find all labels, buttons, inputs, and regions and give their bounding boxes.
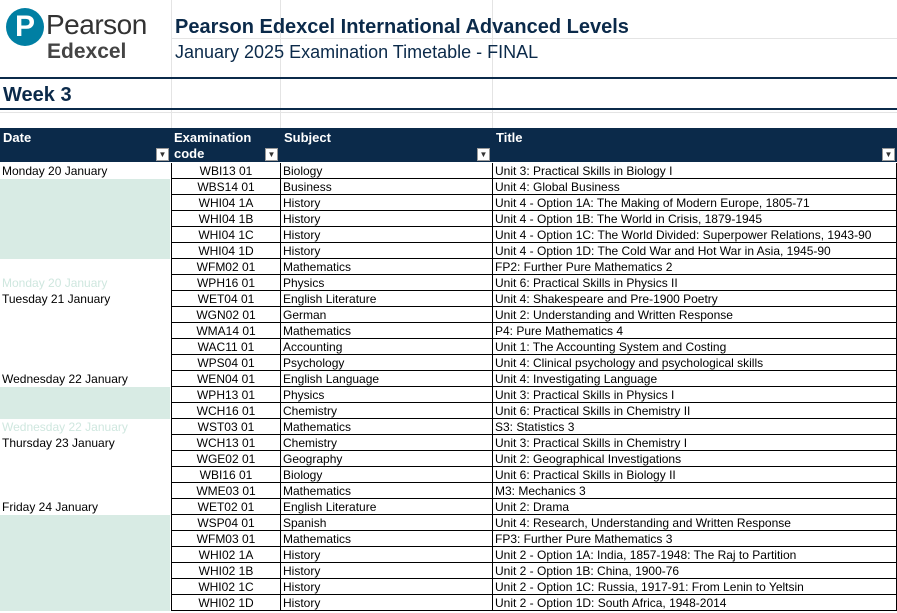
- exam-code-cell[interactable]: WAC11 01: [171, 339, 281, 355]
- divider: [0, 77, 897, 79]
- pearson-edexcel-logo: [6, 6, 166, 66]
- subject-cell[interactable]: Mathematics: [281, 531, 493, 547]
- title-cell[interactable]: FP3: Further Pure Mathematics 3: [493, 531, 897, 547]
- title-cell[interactable]: Unit 3: Practical Skills in Biology I: [493, 163, 897, 179]
- title-cell[interactable]: Unit 4 - Option 1A: The Making of Modern Europe, 1805-71: [493, 195, 897, 211]
- subject-cell[interactable]: Mathematics: [281, 323, 493, 339]
- title-cell[interactable]: Unit 4: Investigating Language: [493, 371, 897, 387]
- exam-code-cell[interactable]: WHI02 1C: [171, 579, 281, 595]
- subject-cell[interactable]: Chemistry: [281, 403, 493, 419]
- exam-code-cell[interactable]: WMA14 01: [171, 323, 281, 339]
- table-row: [0, 163, 897, 179]
- title-cell[interactable]: Unit 2 - Option 1D: South Africa, 1948-2014: [493, 595, 897, 611]
- subject-cell[interactable]: History: [281, 595, 493, 611]
- table-row: [0, 291, 897, 307]
- exam-code-cell[interactable]: WHI04 1B: [171, 211, 281, 227]
- date-cell: Monday 20 January: [2, 276, 108, 290]
- subject-cell[interactable]: Business: [281, 179, 493, 195]
- title-cell[interactable]: Unit 2: Understanding and Written Response: [493, 307, 897, 323]
- exam-code-cell[interactable]: WCH13 01: [171, 435, 281, 451]
- title-cell[interactable]: FP2: Further Pure Mathematics 2: [493, 259, 897, 275]
- table-row: [0, 355, 897, 371]
- table-row: [0, 259, 897, 275]
- table-row: [0, 371, 897, 387]
- table-row: [0, 467, 897, 483]
- date-cell: [0, 227, 170, 243]
- exam-code-cell[interactable]: WGN02 01: [171, 307, 281, 323]
- date-cell: [0, 179, 170, 195]
- title-cell[interactable]: M3: Mechanics 3: [493, 483, 897, 499]
- column-header-date: Date: [3, 130, 32, 145]
- subject-cell[interactable]: English Literature: [281, 499, 493, 515]
- title-cell[interactable]: Unit 2: Geographical Investigations: [493, 451, 897, 467]
- title-cell[interactable]: Unit 2 - Option 1A: India, 1857-1948: The Raj to Partition: [493, 547, 897, 563]
- exam-code-cell[interactable]: WGE02 01: [171, 451, 281, 467]
- column-header-title: Title: [496, 130, 523, 145]
- title-cell[interactable]: S3: Statistics 3: [493, 419, 897, 435]
- exam-code-cell[interactable]: WFM03 01: [171, 531, 281, 547]
- subject-cell[interactable]: Mathematics: [281, 483, 493, 499]
- subject-cell[interactable]: Biology: [281, 163, 493, 179]
- exam-code-cell[interactable]: WHI04 1D: [171, 243, 281, 259]
- date-cell: Wednesday 22 January: [2, 420, 128, 434]
- date-cell: [0, 467, 170, 483]
- exam-code-cell[interactable]: WPH13 01: [171, 387, 281, 403]
- table-row: [0, 451, 897, 467]
- subject-cell[interactable]: Geography: [281, 451, 493, 467]
- exam-code-cell[interactable]: WFM02 01: [171, 259, 281, 275]
- subject-cell[interactable]: History: [281, 563, 493, 579]
- subject-cell[interactable]: Chemistry: [281, 435, 493, 451]
- subject-cell[interactable]: History: [281, 243, 493, 259]
- subject-cell[interactable]: History: [281, 547, 493, 563]
- exam-code-cell[interactable]: WHI02 1B: [171, 563, 281, 579]
- exam-code-cell[interactable]: WPH16 01: [171, 275, 281, 291]
- date-cell: [0, 579, 170, 595]
- title-cell[interactable]: Unit 2: Drama: [493, 499, 897, 515]
- date-cell: Tuesday 21 January: [2, 292, 111, 306]
- table-row: [0, 515, 897, 531]
- subject-cell[interactable]: History: [281, 195, 493, 211]
- exam-code-cell[interactable]: WEN04 01: [171, 371, 281, 387]
- subject-cell[interactable]: History: [281, 211, 493, 227]
- title-cell[interactable]: Unit 4: Shakespeare and Pre-1900 Poetry: [493, 291, 897, 307]
- pearson-logo-icon: P: [6, 8, 44, 46]
- filter-dropdown-icon[interactable]: ▼: [156, 148, 169, 161]
- subject-cell[interactable]: Spanish: [281, 515, 493, 531]
- title-cell[interactable]: Unit 6: Practical Skills in Biology II: [493, 467, 897, 483]
- logo-subname: Edexcel: [47, 40, 127, 63]
- date-cell: [0, 483, 170, 499]
- title-cell[interactable]: Unit 2 - Option 1C: Russia, 1917-91: From Lenin to Yeltsin: [493, 579, 897, 595]
- exam-code-cell[interactable]: WHI04 1C: [171, 227, 281, 243]
- title-cell[interactable]: Unit 4: Clinical psychology and psychological skills: [493, 355, 897, 371]
- table-row: [0, 563, 897, 579]
- title-cell[interactable]: Unit 4: Research, Understanding and Written Response: [493, 515, 897, 531]
- table-row: [0, 275, 897, 291]
- exam-code-cell[interactable]: WME03 01: [171, 483, 281, 499]
- date-cell: Monday 20 January: [2, 164, 108, 178]
- subject-cell[interactable]: History: [281, 227, 493, 243]
- subject-cell[interactable]: Psychology: [281, 355, 493, 371]
- exam-code-cell[interactable]: WBS14 01: [171, 179, 281, 195]
- table-row: [0, 307, 897, 323]
- date-cell: [0, 307, 170, 323]
- date-cell: [0, 259, 170, 275]
- logo-name: Pearson: [46, 9, 147, 40]
- title-cell[interactable]: P4: Pure Mathematics 4: [493, 323, 897, 339]
- column-header-code: Examination code: [174, 130, 252, 161]
- date-cell: [0, 515, 170, 531]
- exam-code-cell[interactable]: WCH16 01: [171, 403, 281, 419]
- title-cell[interactable]: Unit 4 - Option 1D: The Cold War and Hot War in Asia, 1945-90: [493, 243, 897, 259]
- subject-cell[interactable]: Physics: [281, 387, 493, 403]
- date-cell: [0, 547, 170, 563]
- exam-code-cell[interactable]: WST03 01: [171, 419, 281, 435]
- subject-cell[interactable]: English Language: [281, 371, 493, 387]
- table-row: [0, 211, 897, 227]
- exam-code-cell[interactable]: WPS04 01: [171, 355, 281, 371]
- table-row: [0, 595, 897, 611]
- week-heading: Week 3: [3, 84, 72, 106]
- table-row: [0, 579, 897, 595]
- table-row: [0, 179, 897, 195]
- table-row: [0, 499, 897, 515]
- title-cell[interactable]: Unit 6: Practical Skills in Physics II: [493, 275, 897, 291]
- table-row: [0, 227, 897, 243]
- date-cell: [0, 403, 170, 419]
- exam-code-cell[interactable]: WBI16 01: [171, 467, 281, 483]
- exam-code-cell[interactable]: WHI04 1A: [171, 195, 281, 211]
- table-row: [0, 403, 897, 419]
- table-row: [0, 483, 897, 499]
- document-title: Pearson Edexcel International Advanced Levels: [175, 16, 629, 38]
- date-cell: [0, 195, 170, 211]
- filter-dropdown-icon[interactable]: ▼: [265, 148, 278, 161]
- column-header-subject: Subject: [284, 130, 331, 145]
- date-cell: [0, 211, 170, 227]
- table-row: [0, 547, 897, 563]
- exam-code-cell[interactable]: WET02 01: [171, 499, 281, 515]
- date-cell: [0, 595, 170, 611]
- title-cell[interactable]: Unit 4: Global Business: [493, 179, 897, 195]
- date-cell: [0, 355, 170, 371]
- filter-dropdown-icon[interactable]: ▼: [882, 148, 895, 161]
- table-row: [0, 195, 897, 211]
- title-cell[interactable]: Unit 3: Practical Skills in Physics I: [493, 387, 897, 403]
- date-cell: [0, 563, 170, 579]
- table-row: [0, 435, 897, 451]
- table-row: [0, 531, 897, 547]
- table-row: [0, 243, 897, 259]
- title-cell[interactable]: Unit 3: Practical Skills in Chemistry I: [493, 435, 897, 451]
- subject-cell[interactable]: Physics: [281, 275, 493, 291]
- date-cell: [0, 243, 170, 259]
- title-cell[interactable]: Unit 6: Practical Skills in Chemistry II: [493, 403, 897, 419]
- title-cell[interactable]: Unit 4 - Option 1B: The World in Crisis, 1879-1945: [493, 211, 897, 227]
- subject-cell[interactable]: History: [281, 579, 493, 595]
- subject-cell[interactable]: Accounting: [281, 339, 493, 355]
- exam-code-cell[interactable]: WHI02 1D: [171, 595, 281, 611]
- document-subtitle: January 2025 Examination Timetable - FINAL: [175, 42, 539, 62]
- divider: [0, 108, 897, 110]
- exam-code-cell[interactable]: WSP04 01: [171, 515, 281, 531]
- date-cell: [0, 339, 170, 355]
- title-cell[interactable]: Unit 4 - Option 1C: The World Divided: Superpower Relations, 1943-90: [493, 227, 897, 243]
- date-cell: Friday 24 January: [2, 500, 99, 514]
- subject-cell[interactable]: Mathematics: [281, 419, 493, 435]
- table-header: [0, 128, 897, 162]
- exam-code-cell[interactable]: WET04 01: [171, 291, 281, 307]
- exam-code-cell[interactable]: WBI13 01: [171, 163, 281, 179]
- gridline: [0, 112, 897, 113]
- subject-cell[interactable]: German: [281, 307, 493, 323]
- date-cell: [0, 451, 170, 467]
- table-row: [0, 387, 897, 403]
- filter-dropdown-icon[interactable]: ▼: [477, 148, 490, 161]
- date-cell: [0, 387, 170, 403]
- table-row: [0, 419, 897, 435]
- title-cell[interactable]: Unit 1: The Accounting System and Costing: [493, 339, 897, 355]
- exam-code-cell[interactable]: WHI02 1A: [171, 547, 281, 563]
- subject-cell[interactable]: Biology: [281, 467, 493, 483]
- date-cell: [0, 531, 170, 547]
- date-cell: [0, 323, 170, 339]
- table-row: [0, 323, 897, 339]
- subject-cell[interactable]: Mathematics: [281, 259, 493, 275]
- date-cell: Thursday 23 January: [2, 436, 115, 450]
- table-row: [0, 339, 897, 355]
- date-cell: Wednesday 22 January: [2, 372, 128, 386]
- title-cell[interactable]: Unit 2 - Option 1B: China, 1900-76: [493, 563, 897, 579]
- subject-cell[interactable]: English Literature: [281, 291, 493, 307]
